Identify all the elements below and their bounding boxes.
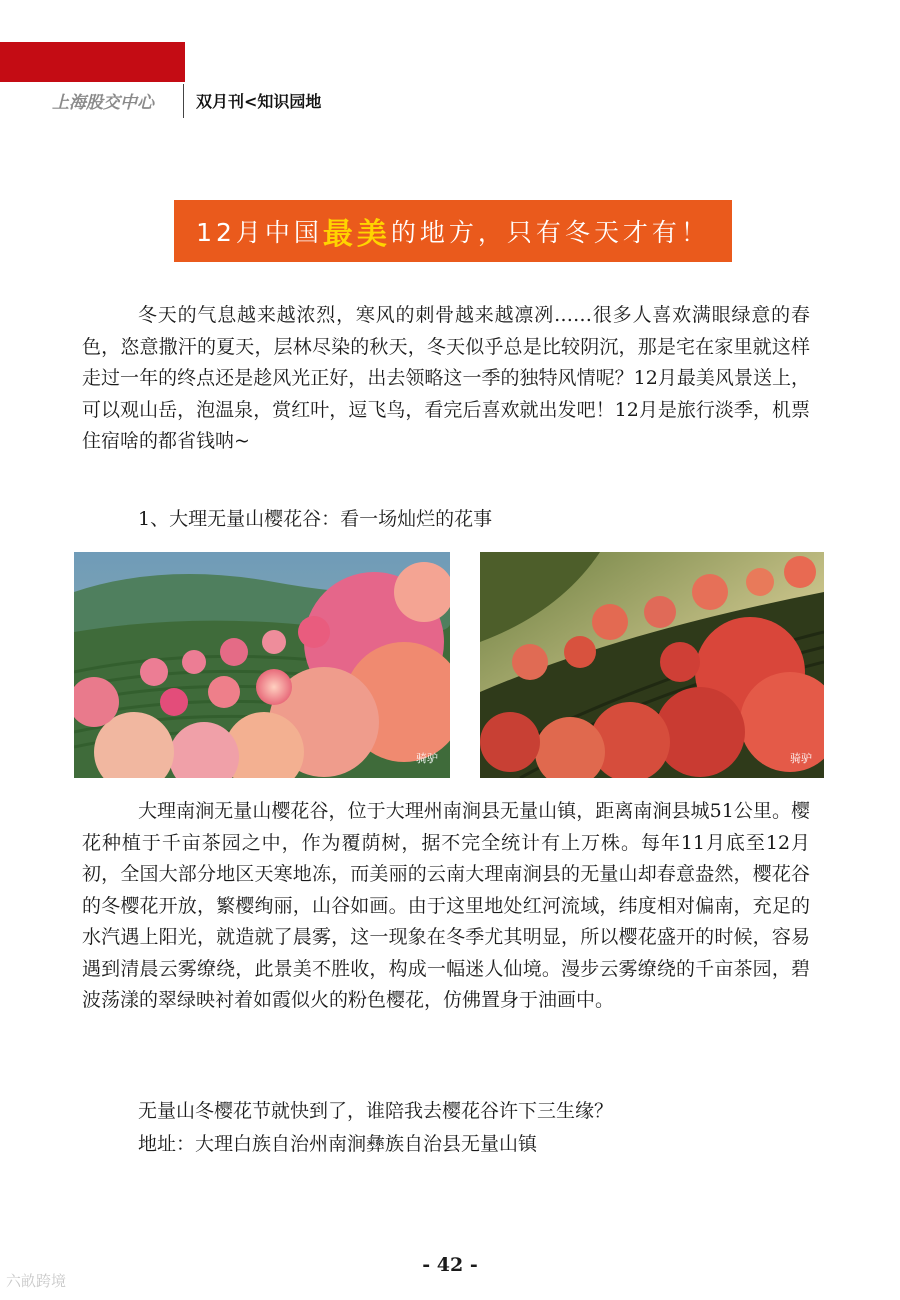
- body-paragraph: 大理南涧无量山樱花谷，位于大理州南涧县无量山镇，距离南涧县城51公里。樱花种植于千亩茶园之中，作为覆荫树，据不完全统计有上万株。每年11月底至12月初，全国大部分地区天寒地冻，而美丽的云南大理南涧县的无量山却春意盎然，樱花谷的冬樱花开放，繁樱绚丽，山谷如画。由于这里地处红河流域，纬度相对偏南，充足的水汽遇上阳光，就造就了晨雾，这一现象在冬季尤其明显，所以樱花盛开的时候，容易遇到清晨云雾缭绕，此景美不胜收，构成一幅迷人仙境。漫步云雾缭绕的千亩茶园，碧波荡漾的翠绿映衬着如霞似火的粉色樱花，仿佛置身于油画中。: [82, 800, 810, 1011]
- cherry-blossom-photo-right: [480, 552, 824, 778]
- title-part2: 的地方，只有冬天才有！: [390, 218, 710, 247]
- address-line: 地址：大理白族自治州南涧彝族自治县无量山镇: [138, 1133, 538, 1155]
- header-divider: [183, 84, 184, 118]
- page-header: [0, 84, 900, 118]
- header-red-bar: [0, 42, 185, 82]
- title-part1: 12月中国: [196, 218, 323, 247]
- intro-paragraph: 冬天的气息越来越浓烈，寒风的刺骨越来越凛冽……很多人喜欢满眼绿意的春色，恣意撒汗的夏天，层林尽染的秋天，冬天似乎总是比较阴沉，那是宅在家里就这样走过一年的终点还是趁风光正好，出去领略这一季的独特风情呢？12月最美风景送上，可以观山岳，泡温泉，赏红叶，逗飞鸟，看完后喜欢就出发吧！12月是旅行淡季，机票住宿啥的都省钱呐~: [82, 304, 810, 452]
- section-heading: 1、大理无量山樱花谷：看一场灿烂的花事: [138, 508, 493, 530]
- cherry-blossom-illustration-left: [74, 552, 450, 778]
- org-name: 上海股交中心: [52, 93, 154, 113]
- photo-caption-right: 骑驴: [790, 752, 812, 765]
- photo-caption-left: 骑驴: [416, 752, 438, 765]
- article-title-banner: [174, 200, 732, 262]
- title-highlight: 最美: [322, 217, 391, 252]
- cherry-blossom-illustration-right: [480, 552, 824, 778]
- cherry-blossom-photo-left: [74, 552, 450, 778]
- page-number: - 42 -: [422, 1254, 478, 1276]
- closing-line: 无量山冬樱花节就快到了，谁陪我去樱花谷许下三生缘？: [138, 1100, 614, 1122]
- breadcrumb: 双月刊<知识园地: [196, 92, 322, 111]
- corner-logo: 六畝跨境: [6, 1272, 67, 1290]
